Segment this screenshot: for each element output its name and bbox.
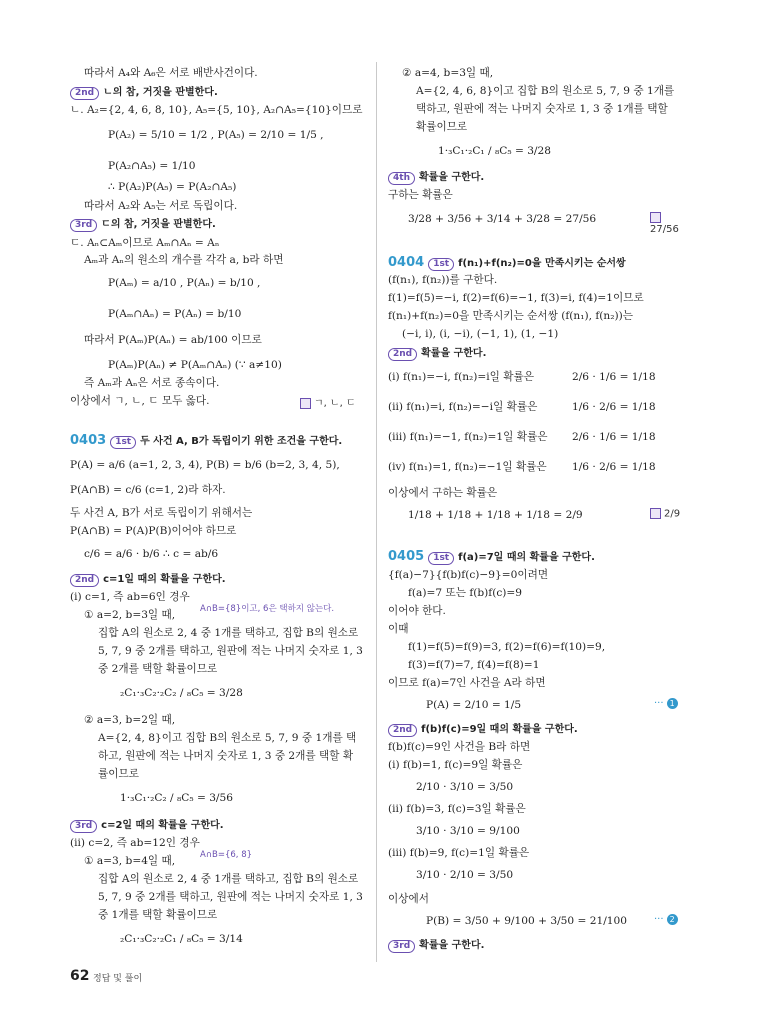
step-badge: 2nd <box>388 348 417 361</box>
case-line: (ii) c=2, 즉 ab=12인 경우 <box>70 837 200 849</box>
step-title: f(a)=7일 때의 확률을 구한다. <box>458 552 595 563</box>
text-line: (−i, i), (i, −i), (−1, 1), (1, −1) <box>402 328 559 340</box>
math-line: ∴ P(A₂)P(A₅) = P(A₂∩A₅) <box>108 181 237 193</box>
math-line: P(A∩B) = c/6 (c=1, 2)라 하자. <box>70 484 226 496</box>
case-line: (iii) f(b)=9, f(c)=1일 확률은 <box>388 847 530 859</box>
math-line: 1·₃C₁·₂C₂ / ₈C₅ = 3/56 <box>120 792 233 804</box>
text-line: 두 사건 A, B가 서로 독립이기 위해서는 <box>70 507 253 519</box>
text-line: 이어야 한다. <box>388 605 446 617</box>
text-line: ㄷ. Aₙ⊂Aₘ이므로 Aₘ∩Aₙ = Aₙ <box>70 237 220 249</box>
step-line <box>70 818 224 833</box>
math-line: f(3)=f(7)=7, f(4)=f(8)=1 <box>408 659 540 671</box>
math-line: f(a)=7 또는 f(b)f(c)=9 <box>408 587 523 599</box>
text-line: 이때 <box>388 623 409 635</box>
math-line: P(Aₘ∩Aₙ) = P(Aₙ) = b/10 <box>108 308 242 320</box>
step-line <box>388 170 484 185</box>
text-line: 택하고, 원판에 적는 나머지 숫자로 1, 3 중 1개를 택할 <box>416 103 668 115</box>
math-line: 2/10 · 3/10 = 3/50 <box>416 781 514 793</box>
math-line: 3/10 · 3/10 = 9/100 <box>416 825 520 837</box>
problem-number: 0405 <box>388 549 425 564</box>
math-line: P(A) = 2/10 = 1/5 <box>426 699 522 711</box>
step-line <box>388 722 578 737</box>
math-line: P(A) = a/6 (a=1, 2, 3, 4), P(B) = b/6 (b=2, 3, 4, 5), <box>70 459 340 471</box>
text-line: 구하는 확률은 <box>388 189 453 201</box>
math-line: P(B) = 3/50 + 9/100 + 3/50 = 21/100 <box>426 915 628 927</box>
step-title: 확률을 구한다. <box>421 348 487 359</box>
math-line: P(Aₘ) = a/10 , P(Aₙ) = b/10 , <box>108 277 261 289</box>
math-line: {f(a)−7}{f(b)f(c)−9}=0이려면 <box>388 569 549 581</box>
problem-number: 0403 <box>70 433 107 448</box>
answer-icon <box>650 212 661 223</box>
step-badge: 3rd <box>70 820 97 833</box>
math-line: 3/10 · 2/10 = 3/50 <box>416 869 514 881</box>
text-line: A={2, 4, 8}이고 집합 B의 원소로 5, 7, 9 중 1개를 택 <box>98 732 357 744</box>
marker-number: 1 <box>667 698 678 709</box>
math-line: f(1)=f(5)=f(9)=3, f(2)=f(6)=f(10)=9, <box>408 641 606 653</box>
step-line <box>70 85 218 100</box>
margin-note: A∩B={6, 8} <box>200 850 253 860</box>
text-line: 5, 7, 9 중 2개를 택하고, 원판에 적는 나머지 숫자로 1, 3 <box>98 645 363 657</box>
case-line: (iv) f(n₁)=1, f(n₂)=−1일 확률은 <box>388 461 547 473</box>
step-badge: 1st <box>428 552 454 565</box>
text-line: 중 2개를 택할 확률이므로 <box>98 663 218 675</box>
text-line: 하고, 원판에 적는 나머지 숫자로 1, 3 중 2개를 택할 확 <box>98 750 354 762</box>
math-line: P(A₂∩A₅) = 1/10 <box>108 160 196 172</box>
step-line <box>70 572 226 587</box>
text-line: 이상에서 구하는 확률은 <box>388 487 498 499</box>
text-line: f(1)=f(5)=−i, f(2)=f(6)=−1, f(3)=i, f(4)=1이므로 <box>388 292 644 304</box>
step-badge: 3rd <box>70 219 97 232</box>
text-line: 집합 A의 원소로 2, 4 중 1개를 택하고, 집합 B의 원소로 <box>98 627 359 639</box>
step-line <box>388 938 484 953</box>
answer-0403: 27/56 <box>650 212 688 235</box>
math-line: ₂C₁·₃C₂·₂C₁ / ₈C₅ = 3/14 <box>120 933 243 945</box>
answer-icon <box>650 508 661 519</box>
step-line <box>388 346 486 361</box>
text-line: f(n₁)+f(n₂)=0을 만족시키는 순서쌍 (f(n₁), f(n₂))는 <box>388 310 633 322</box>
math-line: 2/6 · 1/6 = 1/18 <box>572 371 656 383</box>
text-line: P(A∩B) = P(A)P(B)이어야 하므로 <box>70 525 237 537</box>
math-line: c/6 = a/6 · b/6 ∴ c = ab/6 <box>84 548 219 560</box>
text-line: Aₘ과 Aₙ의 원소의 개수를 각각 a, b라 하면 <box>84 254 284 266</box>
math-line: ₂C₁·₃C₂·₂C₂ / ₈C₅ = 3/28 <box>120 687 243 699</box>
problem-header <box>388 550 595 565</box>
step-title: ㄴ의 참, 거짓을 판별한다. <box>103 87 218 98</box>
text-line: (f(n₁), f(n₂))를 구한다. <box>388 274 498 286</box>
step-title: c=2일 때의 확률을 구한다. <box>101 820 224 831</box>
case-line: (ii) f(n₁)=i, f(n₂)=−i일 확률은 <box>388 401 538 413</box>
text-line: ㄴ. A₂={2, 4, 6, 8, 10}, A₅={5, 10}, A₂∩A₅={10}이므로 <box>70 104 363 116</box>
math-line: 3/28 + 3/56 + 3/14 + 3/28 = 27/56 <box>408 213 597 225</box>
step-badge: 2nd <box>388 724 417 737</box>
step-badge: 2nd <box>70 574 99 587</box>
step-badge: 3rd <box>388 940 415 953</box>
text-line: 이므로 f(a)=7인 사건을 A라 하면 <box>388 677 546 689</box>
marker-number: 2 <box>667 914 678 925</box>
text-line: 5, 7, 9 중 2개를 택하고, 원판에 적는 나머지 숫자로 1, 3 <box>98 891 363 903</box>
case-line: (i) f(n₁)=−i, f(n₂)=i일 확률은 <box>388 371 534 383</box>
step-line <box>70 217 216 232</box>
case-line: (iii) f(n₁)=−1, f(n₂)=1일 확률은 <box>388 431 548 443</box>
step-badge: 1st <box>428 258 454 271</box>
text-line: ① a=2, b=3일 때, <box>84 609 176 621</box>
column-divider <box>376 62 377 962</box>
text-line: ① a=3, b=4일 때, <box>84 855 176 867</box>
result-marker: ··· 1 <box>654 698 678 709</box>
text-line: 중 1개를 택할 확률이므로 <box>98 909 218 921</box>
step-title: 확률을 구한다. <box>419 940 485 951</box>
step-title: c=1일 때의 확률을 구한다. <box>103 574 226 585</box>
math-line: P(A₂) = 5/10 = 1/2 , P(A₅) = 2/10 = 1/5 , <box>108 129 324 141</box>
case-line: (i) f(b)=1, f(c)=9일 확률은 <box>388 759 523 771</box>
page-number: 62 <box>70 968 90 984</box>
text-line: 집합 A의 원소로 2, 4 중 1개를 택하고, 집합 B의 원소로 <box>98 873 359 885</box>
math-line: 따라서 P(Aₘ)P(Aₙ) = ab/100 이므로 <box>84 334 262 346</box>
text-line: 률이므로 <box>98 768 139 780</box>
math-line: 2/6 · 1/6 = 1/18 <box>572 431 656 443</box>
text-line: 이상에서 ㄱ, ㄴ, ㄷ 모두 옳다. <box>70 395 210 407</box>
math-line: 1·₃C₁·₂C₁ / ₈C₅ = 3/28 <box>438 145 551 157</box>
step-badge: 2nd <box>70 87 99 100</box>
text-line: 즉 Aₘ과 Aₙ은 서로 종속이다. <box>84 377 220 389</box>
problem-number: 0404 <box>388 255 425 270</box>
math-line: 1/6 · 2/6 = 1/18 <box>572 401 656 413</box>
answer-0404: 2/9 <box>650 508 680 520</box>
step-badge: 4th <box>388 172 415 185</box>
text-line: 따라서 A₂와 A₅는 서로 독립이다. <box>84 200 238 212</box>
text-line: 따라서 A₄와 A₆은 서로 배반사건이다. <box>84 67 258 79</box>
step-title: f(b)f(c)=9일 때의 확률을 구한다. <box>421 724 578 735</box>
problem-header <box>388 256 626 271</box>
page-label: 정답 및 풀이 <box>93 974 143 984</box>
text-line: A={2, 4, 6, 8}이고 집합 B의 원소로 5, 7, 9 중 1개를 <box>416 85 675 97</box>
margin-note: A∩B={8}이고, 6은 택하지 않는다. <box>200 604 335 614</box>
math-line: 1/18 + 1/18 + 1/18 + 1/18 = 2/9 <box>408 509 583 521</box>
case-line: (i) c=1, 즉 ab=6인 경우 <box>70 591 190 603</box>
step-title: 두 사건 A, B가 독립이기 위한 조건을 구한다. <box>140 436 343 447</box>
answer-icon <box>300 398 311 409</box>
step-badge: 1st <box>110 436 136 449</box>
step-title: ㄷ의 참, 거짓을 판별한다. <box>101 219 216 230</box>
math-line: 1/6 · 2/6 = 1/18 <box>572 461 656 473</box>
text-line: 확률이므로 <box>416 121 468 133</box>
text-line: ② a=4, b=3일 때, <box>402 67 494 79</box>
text-line: 이상에서 <box>388 893 429 905</box>
step-title: 확률을 구한다. <box>418 172 485 183</box>
problem-header <box>70 434 342 449</box>
case-line: (ii) f(b)=3, f(c)=3일 확률은 <box>388 803 526 815</box>
answer-0402: ㄱ, ㄴ, ㄷ <box>300 394 356 409</box>
result-marker: ··· 2 <box>654 914 678 925</box>
text-line: ② a=3, b=2일 때, <box>84 714 176 726</box>
step-title: f(n₁)+f(n₂)=0을 만족시키는 순서쌍 <box>458 258 626 269</box>
math-line: P(Aₘ)P(Aₙ) ≠ P(Aₘ∩Aₙ) (∵ a≠10) <box>108 359 282 371</box>
text-line: f(b)f(c)=9인 사건을 B라 하면 <box>388 741 531 753</box>
